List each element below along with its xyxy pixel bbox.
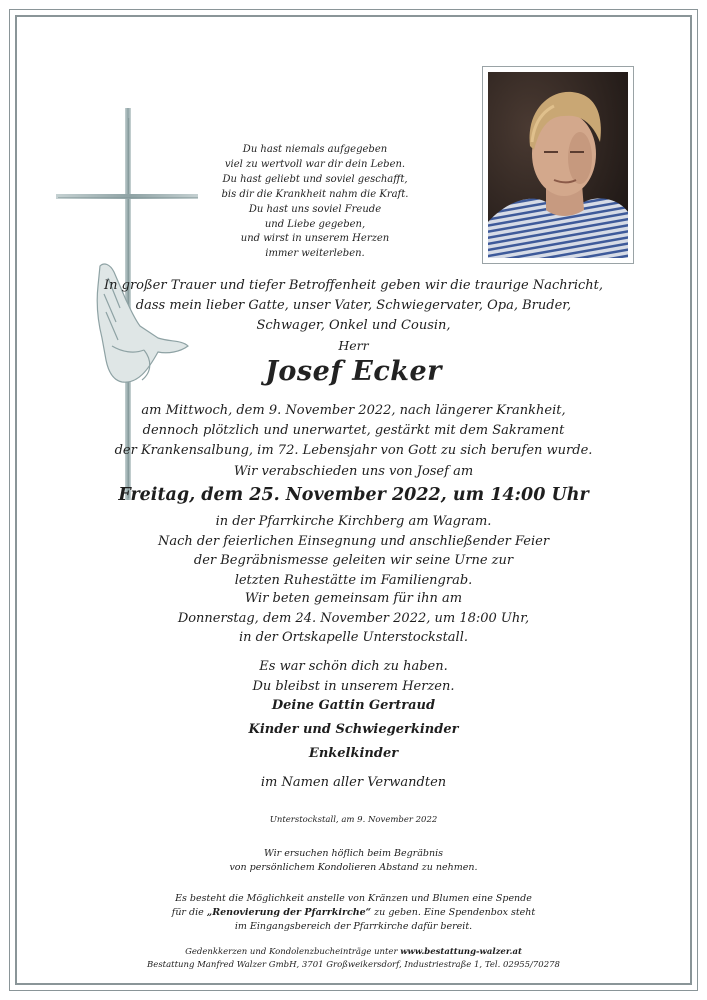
funeral-date: Freitag, dem 25. November 2022, um 14:00 Uhr	[118, 485, 589, 505]
donation-line: Es besteht die Möglichkeit anstelle von Kränzen und Blumen eine Spende	[175, 893, 532, 904]
donation-text: für die	[171, 907, 207, 918]
death-notice	[0, 401, 707, 461]
poem-line: immer weiterleben.	[265, 248, 365, 260]
poem-line: viel zu wertvoll war dir dein Leben.	[224, 158, 406, 170]
poem-line: und wirst in unserem Herzen	[240, 233, 390, 245]
donation-note	[0, 892, 707, 934]
mourner: Enkelkinder	[308, 746, 399, 761]
place-date: Unterstockstall, am 9. November 2022	[269, 815, 438, 825]
salutation: Herr	[338, 338, 369, 353]
request-line: von persönlichem Kondolieren Abstand zu nehmen.	[229, 862, 478, 873]
portrait-photo	[488, 72, 628, 258]
footer-line	[0, 946, 707, 959]
ceremony-line: der Begräbnismesse geleiten wir seine Urne zur	[193, 553, 514, 568]
poem-line: Du hast geliebt und soviel geschafft,	[222, 173, 408, 185]
ceremony	[0, 512, 707, 590]
deceased-name: Josef Ecker	[265, 356, 442, 387]
closing	[0, 657, 707, 696]
death-line: dennoch plötzlich und unerwartet, gestärkt mit dem Sakrament	[142, 423, 565, 438]
announcement-line: dass mein lieber Gatte, unser Vater, Schwiegervater, Opa, Bruder,	[135, 298, 572, 313]
death-line: am Mittwoch, dem 9. November 2022, nach längerer Krankheit,	[141, 403, 566, 418]
donation-line	[0, 906, 707, 920]
donation-text: zu geben. Eine Spendenbox steht	[371, 907, 536, 918]
closing-line: Es war schön dich zu haben.	[259, 659, 448, 674]
prayer-line: Donnerstag, dem 24. November 2022, um 18:00 Uhr,	[177, 610, 530, 626]
request-line: Wir ersuchen höflich beim Begräbnis	[264, 848, 443, 859]
relatives: im Namen aller Verwandten	[260, 775, 447, 790]
donation-cause: „Renovierung der Pfarrkirche“	[206, 907, 372, 918]
farewell-intro: Wir verabschieden uns von Josef am	[233, 464, 474, 479]
death-line: der Krankensalbung, im 72. Lebensjahr von Gott zu sich berufen wurde.	[114, 443, 593, 458]
donation-line: im Eingangsbereich der Pfarrkirche dafür bereit.	[234, 921, 473, 932]
ceremony-line: in der Pfarrkirche Kirchberg am Wagram.	[215, 514, 492, 529]
condolence-request	[0, 847, 707, 875]
mourner: Deine Gattin Gertraud	[271, 698, 436, 713]
poem-line: Du hast niemals aufgegeben	[242, 144, 388, 155]
poem-line: und Liebe gegeben,	[264, 218, 366, 230]
mourner: Kinder und Schwiegerkinder	[248, 722, 459, 737]
footer-address: Bestattung Manfred Walzer GmbH, 3701 Großweikersdorf, Industriestraße 1, Tel. 02955/70278	[147, 960, 560, 970]
footer	[0, 946, 707, 972]
poem	[190, 143, 440, 262]
prayer	[0, 589, 707, 648]
footer-url-link[interactable]: www.bestattung-walzer.at	[400, 947, 522, 957]
ceremony-line: Nach der feierlichen Einsegnung und anschließender Feier	[157, 533, 550, 549]
closing-line: Du bleibst in unserem Herzen.	[252, 678, 455, 694]
poem-line: Du hast uns soviel Freude	[248, 203, 382, 215]
footer-text: Gedenkkerzen und Kondolenzbucheinträge unter	[185, 947, 401, 957]
announcement-line: Schwager, Onkel und Cousin,	[256, 318, 451, 333]
poem-line: bis dir die Krankheit nahm die Kraft.	[221, 188, 409, 200]
announcement	[0, 276, 707, 336]
ceremony-line: letzten Ruhestätte im Familiengrab.	[234, 572, 473, 588]
prayer-line: Wir beten gemeinsam für ihn am	[244, 591, 463, 606]
prayer-line: in der Ortskapelle Unterstockstall.	[238, 630, 468, 645]
announcement-line: In großer Trauer und tiefer Betroffenheit geben wir die traurige Nachricht,	[104, 278, 603, 293]
